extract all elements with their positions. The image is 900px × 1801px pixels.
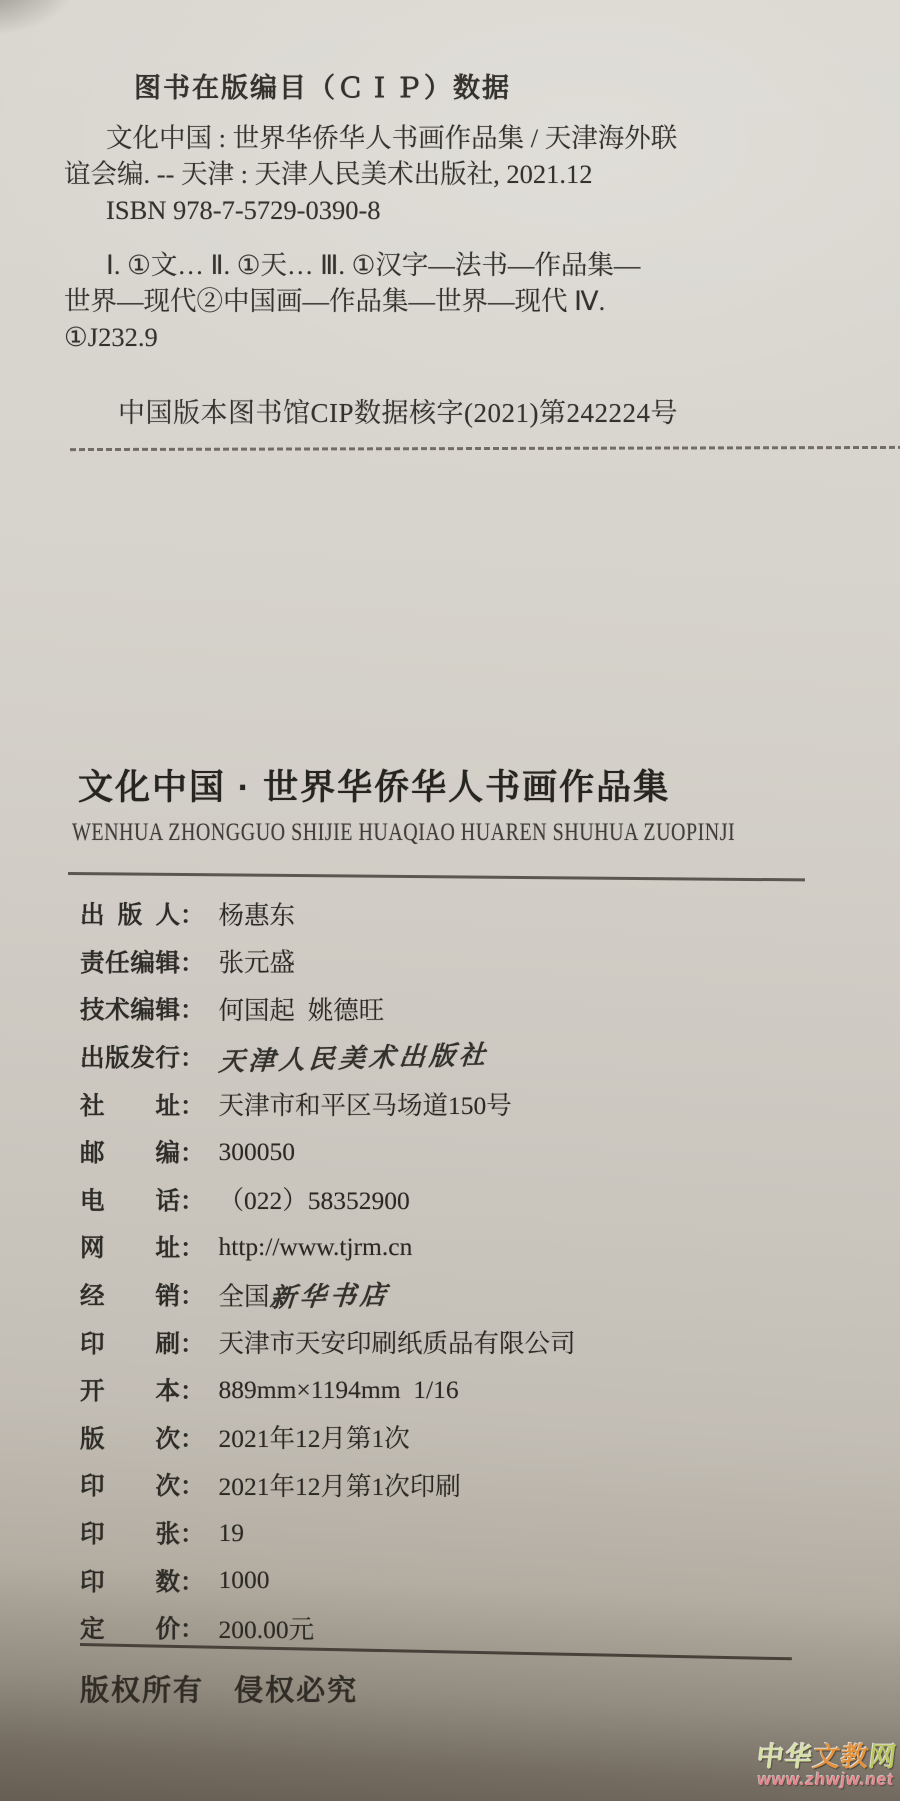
info-row <box>80 1033 820 1081</box>
info-label: 版 次 <box>80 1425 180 1453</box>
info-colon: ： <box>180 1235 205 1263</box>
info-label: 电 话 <box>80 1187 180 1215</box>
info-row <box>80 1509 820 1557</box>
info-value: （022）58352900 <box>218 1186 410 1216</box>
info-label: 出 版 发 行 <box>80 1045 180 1073</box>
info-row <box>80 1128 820 1176</box>
info-colon: ： <box>180 902 205 930</box>
watermark-url: www.zhwjw.net <box>756 1770 896 1790</box>
info-label: 经 销 <box>80 1283 180 1311</box>
info-row <box>80 938 820 986</box>
info-value: 19 <box>218 1517 244 1547</box>
info-label: 印 刷 <box>80 1330 180 1358</box>
cip-heading: 图书在版编目（ＣＩＰ）数据 <box>134 73 511 103</box>
info-label: 邮 编 <box>80 1140 180 1168</box>
info-value: 何国起 姚德旺 <box>218 995 385 1025</box>
info-label: 责 任 编 辑 <box>80 949 180 977</box>
info-label: 技 术 编 辑 <box>80 997 180 1025</box>
cip-body-lines <box>64 120 864 228</box>
info-colon: ： <box>180 997 205 1025</box>
cip-line: ISBN 978-7-5729-0390-8 <box>106 195 381 225</box>
info-colon: ： <box>180 1425 205 1453</box>
cip-line: 谊会编. -- 天津 : 天津人民美术出版社, 2021.12 <box>64 159 593 189</box>
watermark-sitename <box>755 1743 898 1771</box>
info-value: 200.00元 <box>218 1614 315 1644</box>
info-colon: ： <box>180 1378 205 1406</box>
info-colon: ： <box>180 1187 205 1215</box>
title-divider <box>68 872 805 881</box>
info-colon: ： <box>180 1140 205 1168</box>
info-colon: ： <box>180 1568 205 1596</box>
dashed-divider <box>70 446 900 451</box>
cip-classification-lines <box>64 247 864 355</box>
info-value: 2021年12月第1次 <box>218 1424 410 1454</box>
info-row <box>80 1461 820 1509</box>
site-watermark <box>753 1743 899 1789</box>
brush-script-text: 新华书店 <box>268 1280 391 1313</box>
info-label: 社 址 <box>80 1092 180 1120</box>
info-colon: ： <box>180 1616 205 1644</box>
info-row <box>80 1176 820 1224</box>
book-title: 文化中国 · 世界华侨华人书画作品集 <box>78 768 671 807</box>
info-value <box>219 1038 489 1075</box>
info-value: http://www.tjrm.cn <box>218 1231 413 1261</box>
info-colon: ： <box>180 1092 205 1120</box>
info-label: 开 本 <box>80 1378 180 1406</box>
info-row <box>80 1556 820 1604</box>
watermark-part3: 网 <box>867 1741 899 1772</box>
info-row <box>80 890 820 938</box>
cip-line: ①J232.9 <box>64 322 158 352</box>
info-label: 印 张 <box>80 1521 180 1549</box>
info-colon: ： <box>180 949 205 977</box>
info-value: 天津市天安印刷纸质品有限公司 <box>218 1329 576 1359</box>
info-value: 889mm×1194mm 1/16 <box>218 1374 459 1404</box>
info-row <box>80 1318 820 1366</box>
copyright-notice: 版权所有 侵权必究 <box>80 1675 359 1707</box>
info-value: 杨惠东 <box>218 900 296 930</box>
info-label: 出 版 人 <box>80 902 180 930</box>
info-value: 张元盛 <box>218 948 296 978</box>
cip-record-number: 中国版本图书馆CIP数据核字(2021)第242224号 <box>118 398 678 428</box>
info-colon: ： <box>180 1330 205 1358</box>
info-colon: ： <box>180 1283 205 1311</box>
watermark-part1: 中华 <box>755 1741 815 1772</box>
info-colon: ： <box>180 1045 205 1073</box>
watermark-part2: 文教 <box>811 1741 871 1772</box>
info-colon: ： <box>180 1521 205 1549</box>
info-colon: ： <box>180 1473 205 1501</box>
info-value: 300050 <box>218 1136 295 1166</box>
info-label: 网 址 <box>80 1235 180 1263</box>
info-row <box>80 1271 820 1319</box>
info-value: 2021年12月第1次印刷 <box>218 1471 461 1501</box>
info-row <box>80 1414 820 1462</box>
info-row <box>80 985 820 1033</box>
info-label: 印 数 <box>80 1568 180 1596</box>
cip-line: 文化中国 : 世界华侨华人书画作品集 / 天津海外联 <box>106 123 678 153</box>
info-value: 全国新华书店 <box>219 1276 390 1313</box>
colophon-rows <box>80 890 820 1652</box>
book-title-pinyin: WENHUA ZHONGGUO SHIJIE HUAQIAO HUAREN SHUHUA ZUOPINJI <box>72 818 736 847</box>
info-row <box>80 1080 820 1128</box>
info-label: 印 次 <box>80 1473 180 1501</box>
cip-line: Ⅰ. ①文… Ⅱ. ①天… Ⅲ. ①汉字—法书—作品集— <box>106 250 641 280</box>
cip-line: 世界—现代②中国画—作品集—世界—现代 Ⅳ. <box>64 286 606 316</box>
info-value: 天津市和平区马场道150号 <box>218 1091 512 1121</box>
info-row <box>80 1223 820 1271</box>
info-row <box>80 1366 820 1414</box>
info-value: 1000 <box>218 1565 270 1595</box>
brush-script-text: 天津人民美术出版社 <box>217 1040 490 1077</box>
info-label: 定 价 <box>80 1616 180 1644</box>
